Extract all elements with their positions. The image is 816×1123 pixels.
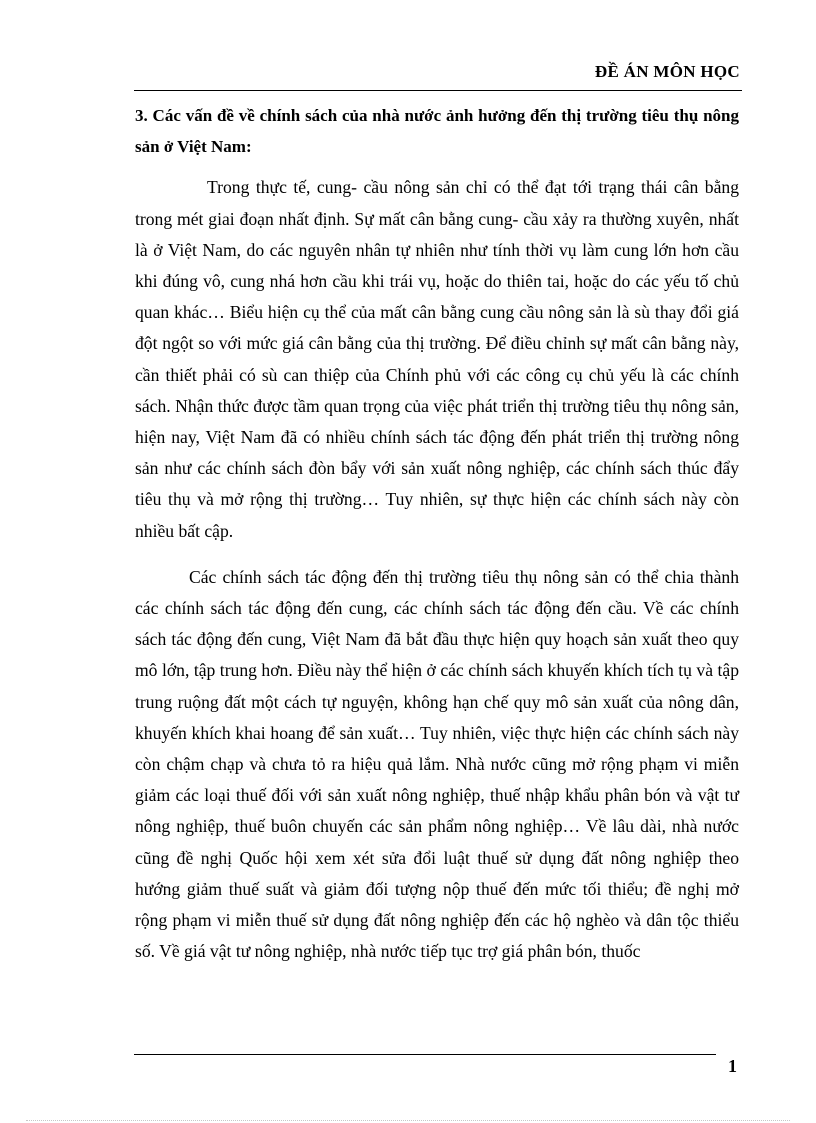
body-paragraph: Trong thực tế, cung- cầu nông sản chỉ có thể đạt tới trạng thái cân bằng trong mét giai đoạn nhất định. Sự mất cân bằng cung- cầu xảy ra thường xuyên, nhất là ở Việt Nam, do các nguyên nhân tự nhiên như tính thời vụ làm cung lớn hơn cầu khi đúng vô, cung nhá hơn cầu khi trái vụ, hoặc do thiên tai, hoặc do các yếu tố chủ quan khác… Biểu hiện cụ thể của mất cân bằng cung cầu nông sản là sù thay đổi giá đột ngột so với mức giá cân bằng của thị trường. Để điều chỉnh sự mất cân bằng này, cần thiết phải có sù can thiệp của Chính phủ với các công cụ chủ yếu là các chính sách. Nhận thức được tầm quan trọng của việc phát triển thị trường tiêu thụ nông sản, hiện nay, Việt Nam đã có nhiều chính sách tác động đến phát triển thị trường nông sản như các chính sách đòn bẩy với sản xuất nông nghiệp, các chính sách thúc đẩy tiêu thụ và mở rộng thị trường… Tuy nhiên, sự thực hiện các chính sách này còn nhiều bất cập.: [135, 177, 739, 541]
header-title: ĐỀ ÁN MÔN HỌC: [594, 62, 740, 81]
page-number: 1: [728, 1056, 737, 1076]
footer-divider: [134, 1054, 716, 1055]
header-divider: [134, 90, 742, 91]
page-body: [135, 100, 739, 967]
body-paragraph: Các chính sách tác động đến thị trường tiêu thụ nông sản có thể chia thành các chính sách tác động đến cung, các chính sách tác động đến cầu. Về các chính sách tác động đến cung, Việt Nam đã bắt đầu thực hiện quy hoạch sản xuất theo quy mô lớn, tập trung hơn. Điều này thể hiện ở các chính sách khuyến khích tích tụ và tập trung ruộng đất một cách tự nguyện, không hạn chế quy mô sản xuất của nông dân, khuyến khích khai hoang để sản xuất… Tuy nhiên, việc thực hiện các chính sách này còn chậm chạp và chưa tỏ ra hiệu quả lắm. Nhà nước cũng mở rộng phạm vi miễn giảm các loại thuế đối với sản xuất nông nghiệp, thuế nhập khẩu phân bón và vật tư nông nghiệp, thuế buôn chuyến các sản phẩm nông nghiệp… Về lâu dài, nhà nước cũng đề nghị Quốc hội xem xét sửa đổi luật thuế sử dụng đất nông nghiệp theo hướng giảm thuế suất và giảm đối tượng nộp thuế đến mức tối thiểu; đề nghị mở rộng phạm vi miễn thuế sử dụng đất nông nghiệp đến các hộ nghèo và dân tộc thiểu số. Về giá vật tư nông nghiệp, nhà nước tiếp tục trợ giá phân bón, thuốc: [135, 566, 739, 962]
section-heading: 3. Các vấn đề về chính sách của nhà nước ảnh hưởng đến thị trường tiêu thụ nông sản ở Việt Nam:: [135, 106, 739, 157]
page-edge: [26, 1120, 790, 1121]
